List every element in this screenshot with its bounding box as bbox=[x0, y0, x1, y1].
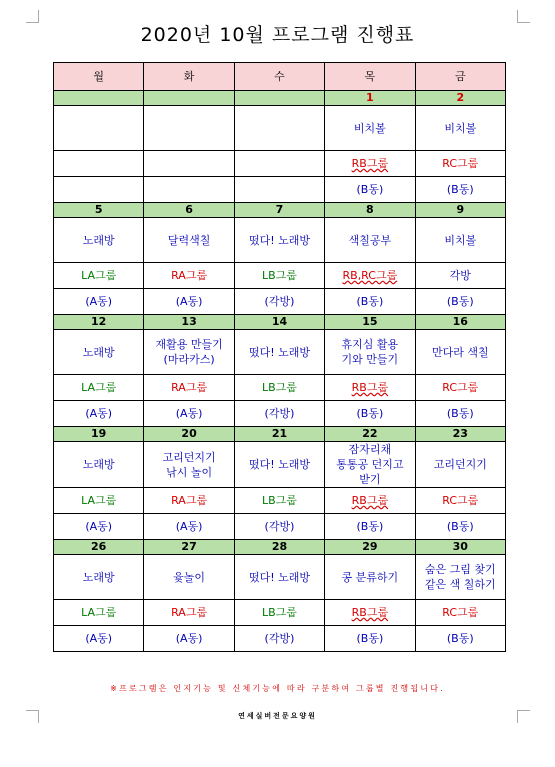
date-cell: 5 bbox=[54, 203, 144, 218]
location-cell: (A동) bbox=[54, 401, 144, 427]
activity-cell: 떴다! 노래방 bbox=[234, 555, 324, 600]
activity-cell bbox=[144, 106, 234, 151]
weekday-header-cell: 금 bbox=[415, 63, 505, 91]
weekday-header-cell: 화 bbox=[144, 63, 234, 91]
location-cell: (A동) bbox=[54, 289, 144, 315]
activity-cell: 잠자리채 통통공 던지고 받기 bbox=[325, 442, 415, 488]
group-cell: RB,RC그룹 bbox=[325, 263, 415, 289]
activity-cell: 노래방 bbox=[54, 218, 144, 263]
activity-cell: 비치볼 bbox=[325, 106, 415, 151]
group-row bbox=[54, 151, 506, 177]
date-cell: 8 bbox=[325, 203, 415, 218]
location-cell: (각방) bbox=[234, 289, 324, 315]
date-cell: 20 bbox=[144, 427, 234, 442]
location-cell: (A동) bbox=[54, 514, 144, 540]
date-cell: 2 bbox=[415, 91, 505, 106]
date-cell: 29 bbox=[325, 540, 415, 555]
group-row bbox=[54, 263, 506, 289]
weekday-header-row bbox=[54, 63, 506, 91]
location-cell: (B동) bbox=[415, 289, 505, 315]
location-cell: (각방) bbox=[234, 401, 324, 427]
group-cell: 각방 bbox=[415, 263, 505, 289]
activity-cell: 달력색칠 bbox=[144, 218, 234, 263]
group-cell: RC그룹 bbox=[415, 600, 505, 626]
date-cell: 6 bbox=[144, 203, 234, 218]
date-row bbox=[54, 540, 506, 555]
date-cell: 19 bbox=[54, 427, 144, 442]
group-cell: RC그룹 bbox=[415, 488, 505, 514]
activity-cell: 비치볼 bbox=[415, 218, 505, 263]
date-cell: 7 bbox=[234, 203, 324, 218]
activity-cell bbox=[54, 106, 144, 151]
weekday-header-cell: 수 bbox=[234, 63, 324, 91]
activity-cell: 색칠공부 bbox=[325, 218, 415, 263]
group-row bbox=[54, 375, 506, 401]
group-cell: RA그룹 bbox=[144, 263, 234, 289]
activity-cell bbox=[234, 106, 324, 151]
date-cell: 12 bbox=[54, 315, 144, 330]
group-row bbox=[54, 600, 506, 626]
group-cell: RA그룹 bbox=[144, 375, 234, 401]
activity-row bbox=[54, 218, 506, 263]
location-cell: (B동) bbox=[325, 514, 415, 540]
weekday-header-cell: 목 bbox=[325, 63, 415, 91]
location-cell: (B동) bbox=[325, 177, 415, 203]
location-cell bbox=[54, 177, 144, 203]
location-row bbox=[54, 289, 506, 315]
schedule-body bbox=[54, 63, 506, 652]
date-cell: 1 bbox=[325, 91, 415, 106]
group-cell bbox=[234, 151, 324, 177]
group-cell: LB그룹 bbox=[234, 375, 324, 401]
group-cell: LA그룹 bbox=[54, 263, 144, 289]
group-cell: LB그룹 bbox=[234, 488, 324, 514]
group-cell bbox=[144, 151, 234, 177]
activity-cell: 윷놀이 bbox=[144, 555, 234, 600]
activity-cell: 재활용 만들기 (마라카스) bbox=[144, 330, 234, 375]
location-row bbox=[54, 401, 506, 427]
group-cell: RA그룹 bbox=[144, 488, 234, 514]
date-cell bbox=[54, 91, 144, 106]
group-cell: RC그룹 bbox=[415, 151, 505, 177]
activity-cell: 떴다! 노래방 bbox=[234, 218, 324, 263]
activity-row bbox=[54, 555, 506, 600]
date-cell bbox=[234, 91, 324, 106]
weekday-header-cell: 월 bbox=[54, 63, 144, 91]
activity-row bbox=[54, 330, 506, 375]
date-cell: 23 bbox=[415, 427, 505, 442]
location-cell bbox=[234, 177, 324, 203]
activity-row bbox=[54, 442, 506, 488]
location-row bbox=[54, 514, 506, 540]
location-row bbox=[54, 177, 506, 203]
location-cell: (B동) bbox=[415, 514, 505, 540]
group-cell bbox=[54, 151, 144, 177]
date-cell: 27 bbox=[144, 540, 234, 555]
group-cell: RB그룹 bbox=[325, 375, 415, 401]
date-cell: 9 bbox=[415, 203, 505, 218]
location-cell: (A동) bbox=[144, 514, 234, 540]
activity-cell: 휴지심 활용 기와 만들기 bbox=[325, 330, 415, 375]
date-cell: 30 bbox=[415, 540, 505, 555]
date-cell: 21 bbox=[234, 427, 324, 442]
activity-cell: 콩 분류하기 bbox=[325, 555, 415, 600]
activity-cell: 고리던지기 낚시 놀이 bbox=[144, 442, 234, 488]
activity-cell: 노래방 bbox=[54, 442, 144, 488]
group-row bbox=[54, 488, 506, 514]
location-cell: (A동) bbox=[144, 626, 234, 652]
facility-name: 연세실버전문요양원 bbox=[238, 712, 317, 720]
location-cell: (A동) bbox=[144, 401, 234, 427]
page-title: 2020년 10월 프로그램 진행표 bbox=[140, 24, 415, 46]
date-cell: 15 bbox=[325, 315, 415, 330]
activity-cell: 고리던지기 bbox=[415, 442, 505, 488]
date-cell: 28 bbox=[234, 540, 324, 555]
location-cell: (B동) bbox=[415, 626, 505, 652]
activity-cell: 숨은 그림 찾기 같은 색 칠하기 bbox=[415, 555, 505, 600]
date-cell bbox=[144, 91, 234, 106]
location-cell: (B동) bbox=[325, 289, 415, 315]
date-row bbox=[54, 203, 506, 218]
group-cell: LA그룹 bbox=[54, 600, 144, 626]
activity-cell: 떴다! 노래방 bbox=[234, 330, 324, 375]
activity-cell: 노래방 bbox=[54, 330, 144, 375]
activity-row bbox=[54, 106, 506, 151]
group-cell: RB그룹 bbox=[325, 600, 415, 626]
date-cell: 22 bbox=[325, 427, 415, 442]
location-cell: (B동) bbox=[415, 177, 505, 203]
group-cell: RB그룹 bbox=[325, 151, 415, 177]
date-row bbox=[54, 315, 506, 330]
group-cell: RA그룹 bbox=[144, 600, 234, 626]
group-cell: LA그룹 bbox=[54, 375, 144, 401]
location-cell: (각방) bbox=[234, 626, 324, 652]
group-cell: RB그룹 bbox=[325, 488, 415, 514]
activity-cell: 떴다! 노래방 bbox=[234, 442, 324, 488]
date-row bbox=[54, 427, 506, 442]
location-cell: (A동) bbox=[144, 289, 234, 315]
group-cell: LB그룹 bbox=[234, 600, 324, 626]
activity-cell: 노래방 bbox=[54, 555, 144, 600]
date-cell: 26 bbox=[54, 540, 144, 555]
location-row bbox=[54, 626, 506, 652]
location-cell: (각방) bbox=[234, 514, 324, 540]
date-cell: 14 bbox=[234, 315, 324, 330]
location-cell: (A동) bbox=[54, 626, 144, 652]
activity-cell: 비치볼 bbox=[415, 106, 505, 151]
group-cell: LA그룹 bbox=[54, 488, 144, 514]
date-row bbox=[54, 91, 506, 106]
location-cell: (B동) bbox=[415, 401, 505, 427]
activity-cell: 만다라 색칠 bbox=[415, 330, 505, 375]
group-cell: RC그룹 bbox=[415, 375, 505, 401]
program-note: ※프로그램은 인지기능 및 신체기능에 따라 구분하여 그룹별 진행됩니다. bbox=[110, 684, 445, 693]
date-cell: 16 bbox=[415, 315, 505, 330]
date-cell: 13 bbox=[144, 315, 234, 330]
location-cell: (B동) bbox=[325, 626, 415, 652]
schedule-table bbox=[53, 62, 506, 652]
location-cell bbox=[144, 177, 234, 203]
location-cell: (B동) bbox=[325, 401, 415, 427]
group-cell: LB그룹 bbox=[234, 263, 324, 289]
